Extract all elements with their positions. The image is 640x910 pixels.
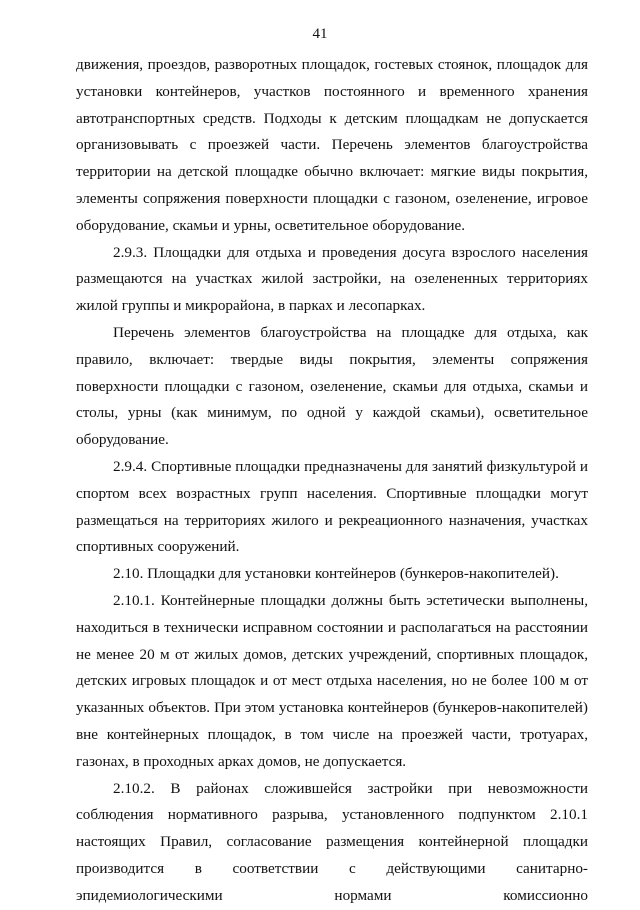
paragraph-2-9-3: 2.9.3. Площадки для отдыха и проведения досуга взрослого населения размещаются на участках жилой застройки, на озелененных территориях жилой группы и микрорайона, в парках и лесопарках.	[76, 243, 588, 315]
paragraph-rest-area-elements: Перечень элементов благоустройства на площадке для отдыха, как правило, включает: твердые виды покрытия, элементы сопряжения поверхности площадки с газоном, озеленение, скамьи для отдыха, скамьи и столы, урны (как минимум, по одной у каждой скамьи), осветительное оборудование.	[76, 323, 588, 449]
paragraph-2-10-2: 2.10.2. В районах сложившейся застройки при невозможности соблюдения нормативного разрыва, установленного подпунктом 2.10.1 настоящих Правил, согласование размещения контейнерной площадки производится в соответствии с действующими санитарно-эпидемиологическими нормами комиссионно	[76, 779, 588, 904]
paragraph-2-9-4: 2.9.4. Спортивные площадки предназначены для занятий физкультурой и спортом всех возрастных групп населения. Спортивные площадки могут размещаться на территориях жилого и рекреационного назначения, участках спортивных сооружений.	[76, 457, 588, 556]
paragraph-2-10: 2.10. Площадки для установки контейнеров (бункеров-накопителей).	[113, 565, 559, 583]
paragraph-2-10-1: 2.10.1. Контейнерные площадки должны быть эстетически выполнены, находиться в технически исправном состоянии и располагаться на расстоянии не менее 20 м от жилых домов, детских учреждений, спортивных площадок, детских игровых площадок и от мест отдыха населения, но не более 100 м от указанных объектов. При этом установка контейнеров (бункеров-накопителей) вне контейнерных площадок, в том числе на проезжей части, тротуарах, газонах, в проходных арках домов, не допускается.	[76, 591, 588, 770]
paragraph-continued-children-playgrounds: движения, проездов, разворотных площадок, гостевых стоянок, площадок для установки контейнеров, участков постоянного и временного хранения автотранспортных средств. Подходы к детским площадкам не допускается организовывать с проезжей части. Перечень элементов благоустройства территории на детской площадке обычно включает: мягкие виды покрытия, элементы сопряжения поверхности площадки с газоном, озеленение, игровое оборудование, скамьи и урны, осветительное оборудование.	[76, 56, 588, 234]
document-body	[76, 52, 588, 910]
page-number: 41	[312, 26, 328, 42]
